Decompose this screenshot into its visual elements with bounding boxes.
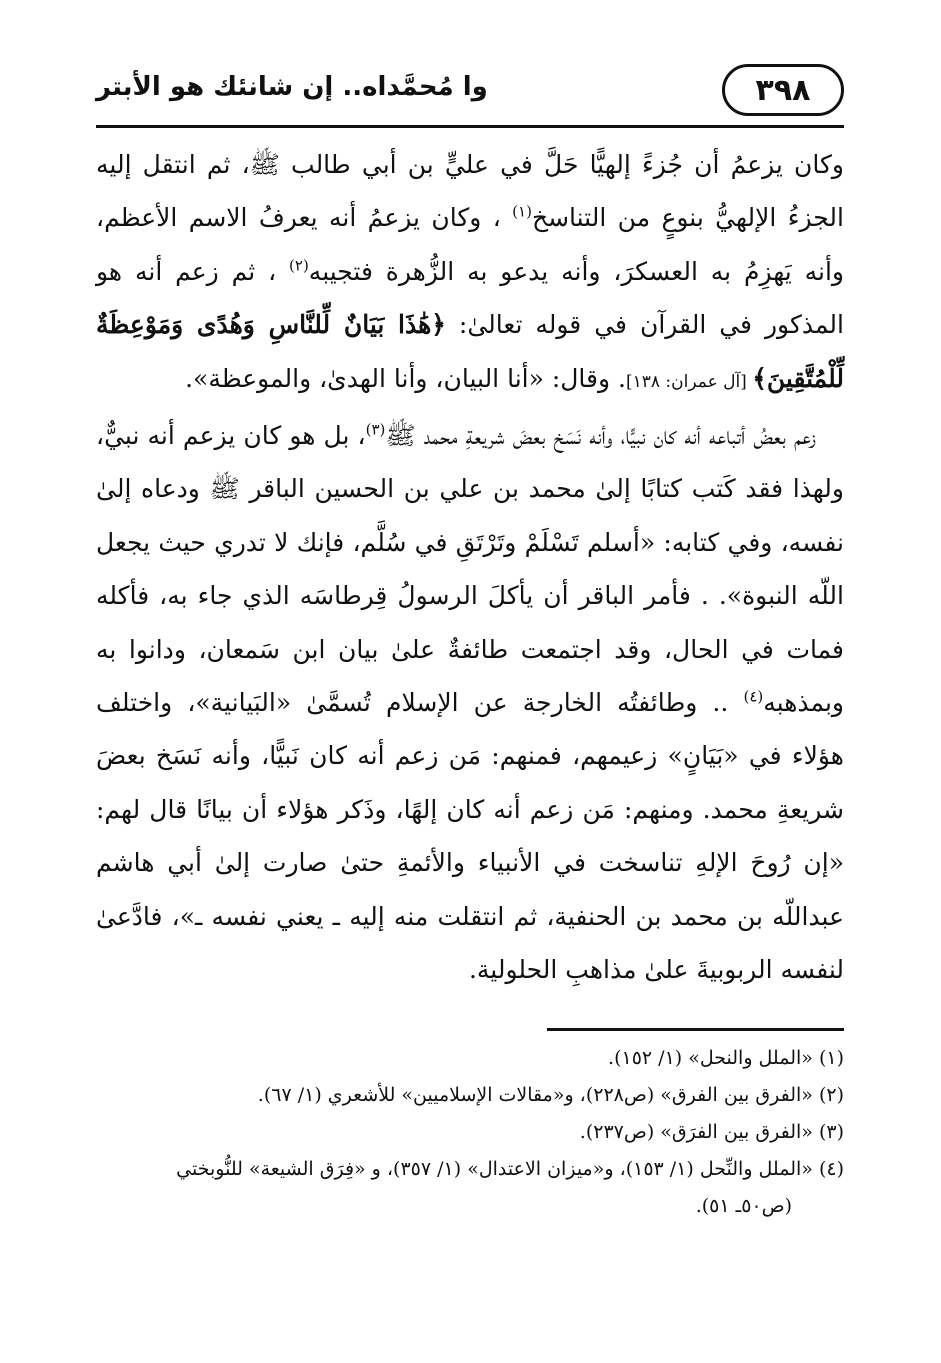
footnote: (٣) «الفرق بين الفرَق» (ص٢٣٧). (579, 1121, 844, 1143)
text-segment: وكان يزعمُ أن جُزءً إلهيًّا حَلَّ في عليٍّ بن أبي طالب ﷺ، ثم انتقل إليه الجزءُ الإلهيُّ بنوعٍ من التناسخ (96, 150, 844, 233)
paragraph (96, 138, 844, 409)
page-number: ٣٩٨ (755, 72, 811, 108)
verse-reference: [آل عمران: ١٣٨] (625, 371, 753, 392)
footnote-divider (547, 1028, 844, 1031)
footnote-continuation: (ص٥٠ـ ٥١). (695, 1195, 792, 1217)
page-number-badge (722, 64, 844, 116)
header-divider (96, 125, 844, 128)
text-segment: .. وطائفتُه الخارجة عن الإسلام تُسمَّىٰ «البَيانية»، واختلف هؤلاء في «بَيَانٍ» زعيمهم، فمنهم: مَن زعم أنه كان نَبيًّا، وأنه نَسَخ بعضَ شريعةِ محمد. ومنهم: مَن زعم أنه كان إلهًا، وذَكر هؤلاء أن بيانًا قال لهم: «إن رُوحَ الإلهِ تناسخت في الأنبياء والأئمةِ حتىٰ صارت إلىٰ أبي هاشم عبداللّه بن محمد بن الحنفية، ثم انتقلت منه إليه ـ يعني نفسه ـ»، فادَّعىٰ لنفسه الربوبيةَ علىٰ مذاهبِ الحلولية. (96, 688, 844, 985)
footnote-marker: (٢) (289, 256, 309, 275)
footnote: (١) «الملل والنحل» (١/ ١٥٢). (608, 1047, 844, 1069)
footnote-marker: (٣) (365, 420, 386, 439)
footnote: (٢) «الفرق بين الفرق» (ص٢٢٨)، و«مقالات الإسلاميين» للأشعري (١/ ٦٧). (257, 1084, 844, 1106)
quran-verse: ﴿هَٰذَا بَيَانٌ لِّلنَّاسِ وَهُدًى وَمَوْعِظَةٌ لِّلْمُتَّقِينَ﴾ (96, 310, 844, 393)
footnotes (96, 1040, 844, 1225)
footnote: (٤) «الملل والنِّحل (١/ ١٥٣)، و«ميزان الاعتدال» (١/ ٣٥٧)، و «فِرَق الشيعة» للنُّوبختي (176, 1158, 844, 1180)
footnote-marker: (٤) (743, 687, 764, 706)
running-title: وا مُحمَّداه.. إن شانئك هو الأبتر (96, 72, 488, 102)
text-segment: ، بل هو كان يزعم أنه نبيٌّ، ولهذا فقد كَتب كتابًا إلىٰ محمد بن علي بن الحسين الباقر ﷺ ودعاه إلىٰ نفسه، وفي كتابه: «أسلم تَسْلَمْ وتَرْتَقِ في سُلَّم، فإنك لا تدري حيث يجعل اللّه النبوة». . فأمر الباقر أن يأكلَ الرسولُ قِرطاسَه الذي جاء به، فأكله فمات في الحال، وقد اجتمعت طائفةٌ علىٰ بيان ابن سَمعان، ودانوا به وبمذهبه (96, 421, 844, 718)
text-segment: ، وكان يزعمُ أنه يعرفُ الاسم الأعظم، وأنه يَهزِمُ به العسكرَ، وأنه يدعو به الزُّهرة فتجيبه (96, 203, 844, 286)
text-segment: . وقال: «أنا البيان، وأنا الهدىٰ، والموعظة». (185, 363, 626, 393)
main-text (96, 138, 844, 997)
page-header (96, 58, 844, 128)
text-segment: ، ثم زعم أنه هو المذكور في القرآن في قوله تعالىٰ: (96, 256, 844, 340)
paragraph (96, 409, 844, 996)
footnote-marker: (١) (512, 203, 532, 222)
text-segment: زعم بعضُ أتباعه أنه كان نبيًّا، وأنه نَسَخ بعضَ شريعةِ محمد ﷺ (385, 421, 817, 451)
